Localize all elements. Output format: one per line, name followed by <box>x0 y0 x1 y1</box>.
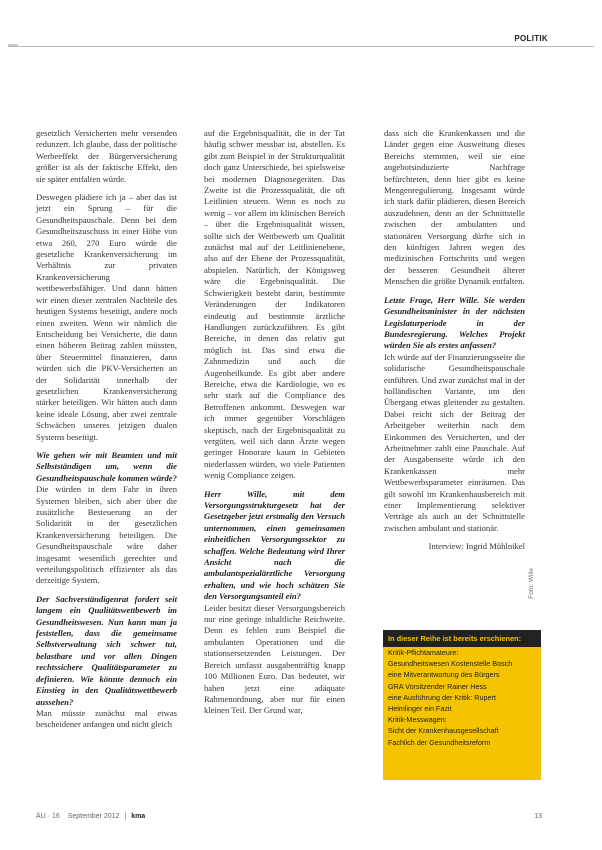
header-rule <box>8 46 594 47</box>
box-line: Sicht der Krankenhausgesellschaft <box>388 726 499 736</box>
footer-date: September 2012 <box>67 813 120 820</box>
interview-question: Letzte Frage, Herr Wille. Sie werden Gesundheitsminister in der nächsten Legislaturperiode in der Bundesregierung. Welches Projekt würden Sie als erstes anfassen? <box>384 294 525 351</box>
text-column-3 <box>384 128 525 560</box>
interview-question: Wie gehen wir mit Beamten und mit Selbstständigen um, wenn die Gesundheitspauschale kommen würde? <box>36 449 177 483</box>
text-column-1 <box>36 128 177 738</box>
page-number: 13 <box>534 813 542 820</box>
interviewer-credit: Interview: Ingrid Mühlnikel <box>428 541 525 552</box>
box-line: Fachlich der Gesundheitsreform <box>388 737 491 747</box>
paragraph: dass sich die Krankenkassen und die Länder gegen eine Ausweitung dieses Bereichs stemmten, weil sie eine angebotsinduzierte Nachfrage befürchteten, denn hier gibt es keine Mengenregulierung. Insgesamt würde ich stark dafür plädieren, diesen Bereich auszudehnen, denn an der Schnittstelle zwischen der ambulanten und stationären Versorgung dürfte sich in den künftigen Jahren wegen des medizinischen Fortschritts und wegen der besseren Gesundheit älterer Menschen die größte Dynamik entfalten. <box>384 128 525 287</box>
paragraph: Leider besitzt dieser Versorgungsbereich nur eine geringe inhaltliche Reichweite. Denn es fehlen zum Beispiel die ambulanten Operationen und die stationsersetzenden Leistungen. Der Bereich umfasst ausgabenträftig knapp 100 Millionen Euro. Das bedeutet, wir haben jetzt eine adäquate Rahmenordnung, aber nur für einen kleinen Teil. Der Grund war, <box>204 602 345 716</box>
magazine-logo: kma <box>131 813 146 820</box>
paragraph: gesetzlich Versicherten mehr versenden redunzert. Ich glaube, dass der politische Werbeeffekt der Bürgerversicherung größer ist als der faktische Effekt, den sie später entfalten würde. <box>36 128 177 184</box>
box-line: eine Ausführung der Kritik: Rupert <box>388 692 496 702</box>
interview-question: Der Sachverständigenrat fordert seit langem ein Qualitätswettbewerb im Gesundheitswesen. Nun kann man ja feststellen, dass die gemeinsame Selbstverwaltung sich schwer tut, belastbare und vor allen Dingen rechtssichere Qualitätsparameter zu definieren. Wie könnte dennoch ein Einstieg in den Qualitätswettbewerb aussehen? <box>36 593 177 707</box>
box-line: Kritik-Messwagen: <box>388 715 447 725</box>
interview-question: Herr Wille, mit dem Versorgungsstrukturgesetz hat der Gesetzgeber jetzt erstmalig den Versuch unternommen, einen gemeinsamen einheitlichen Versorgungssektor zu schaffen. Welche Bedeutung wird Ihrer Ansicht nach die ambulantspezialärztliche Versorgung erhalten, und wie hoch schätzen Sie den Versorgungsanteil ein? <box>204 488 345 602</box>
box-line: eine Mitverantwortung des Bürgers <box>388 670 500 680</box>
paragraph: Ich würde auf der Finanzierungsseite die solidarische Gesundheitspauschale einführen. Und zwar zunächst mal in der holländischen Variante, um den Übergang etwas gleitender zu gestalten. Dabei reicht sich der Beitrag der Arbeitgeber weiterhin nach dem Einkommen des Versicherten, und der Arbeitnehmer zahlt eine Pauschale. Auf der Ausgabenseite würde ich den Krankenkassen mehr Wettbewerbsparameter einräumen. Das gilt sowohl im Krankenhausbereich mit einer Implementierung selektiver Verträge als auch an der Schnittstelle zwischen ambulant und stationär. <box>384 351 525 533</box>
section-label: POLITIK <box>514 34 548 43</box>
footer-separator: | <box>124 813 127 820</box>
photo-credit: Foto: Wille <box>528 568 535 599</box>
box-line: Gesundheitswesen Kostenstelle Bosch <box>388 659 513 669</box>
box-line: Heimlinger ein Fazit <box>388 704 452 714</box>
box-line: GRA Vorsitzender Rainer Hess <box>388 681 487 691</box>
footer-issue: ÄU · 16 <box>36 813 60 820</box>
series-info-box <box>383 630 541 780</box>
box-heading: In dieser Reihe ist bereits erschienen: <box>383 630 541 647</box>
box-line: Kritik-Pflichtamateure: <box>388 648 459 657</box>
paragraph: Deswegen plädiere ich ja – aber das ist jetzt ein Sprung – für die Gesundheitspauschale. Denn bei dem Gesundheitszuschuss in einer Höhe von etwa 260, 270 Euro würde die gesetzliche Krankenversicherung im Verhältnis zur privaten Krankenversicherung wettbewerbsfähiger. Und dann hätten wir einen dieser zentralen Nachteile des heutigen Systems beseitigt, andere noch einen zweiten. Wenn wir nämlich die Entscheidung bei Versicherte, die dann einen höheren Beitrag zahlen müssten, über Steuermittel finanzieren, dann würden sich die PKV-Versicherten an der Solidarität innerhalb der gesetzlichen Krankenversicherung stärker beteiligen. Wir hätten auch dann keine ideale Lösung, aber zwei zentrale Schwächen unseres jetzigen dualen Systems beseitigt. <box>36 192 177 442</box>
paragraph: Man müsste zunächst mal etwas bescheidener anfangen und nicht gleich <box>36 707 177 730</box>
paragraph: auf die Ergebnisqualität, die in der Tat häufig schwer messbar ist, abstellen. Es gibt zum Beispiel in der Strukturqualität doch ganz Unterschiede, bei spielsweise bei modernen Diagnosegeräten. Das Zweite ist die Prozessqualität, die oft Leitlinien steuern. Wenn es noch zu wenig – vor allem im klinischen Bereich – über die Ergebnisqualität wissen, sollte sich der Wettbewerb um Qualität zunächst mal auf der Leitlinienebene, also auf der Ebene der Prozessqualität, abspielen. Natürlich, der Königsweg wäre die Ergebnisqualität. Die Schwierigkeit besteht darin, bestimmte Veränderungen der Indikatoren eindeutig auf bestimmte ärztliche Handlungen zurückzuführen. Es gibt Bereiche, in denen das relativ gut möglich ist. Das sind etwa die Zahnmedizin und auch die Augenheilkunde. Es gibt aber andere Bereiche, etwa die Kardiologie, wo es sehr stark auf die Compliance des Betroffenen ankommt. Deswegen war ich immer gegenüber Vorschlägen skeptisch, nach der Ergebnisqualität zu vergüten, weil sich dann Ärzte wegen geringer Honorare kaum in Gebieten niederlassen würden, wo viele Patienten wenig Compliance zeigen. <box>204 128 345 481</box>
text-column-2 <box>204 128 345 724</box>
paragraph: Die würden in dem Fahr in ihren Systemen bleiben, sich aber über die zusätzliche Besteuerung an der Solidarität in der gesetzlichen Krankenversicherung beteiligen. Die Gesundheitspauschale wäre daher insgesamt wesentlich gerechter und verteilungspolitisch effizienter als das derzeitige System. <box>36 484 177 586</box>
footer <box>36 813 145 820</box>
